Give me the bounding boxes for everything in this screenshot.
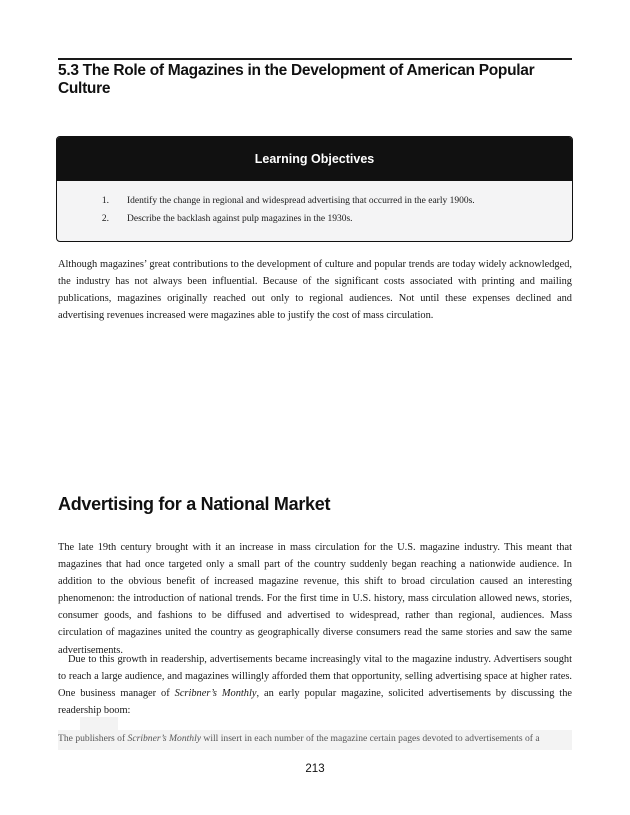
learning-objectives-box [56, 136, 573, 242]
subheading: Advertising for a National Market [58, 494, 331, 514]
learning-objectives-list [57, 181, 572, 228]
list-item-text: Describe the backlash against pulp magazines in the 1930s. [127, 214, 353, 224]
list-item [57, 192, 572, 210]
quote-text: The publishers of [58, 733, 128, 744]
magazine-title: Scribner’s Monthly [127, 733, 202, 744]
paragraph-text: Due to this growth in readership, advertisements became increasingly vital to the magazine industry. Advertisers sought to reach a large audience, and magazines willingly afforded them that opportunity, selling advertising space at higher rates. One business manager of [58, 654, 572, 700]
quote-tab-decoration [80, 717, 118, 731]
magazine-title: Scribner’s Monthly [174, 688, 257, 700]
body-paragraph-2 [58, 651, 572, 719]
intro-paragraph: Although magazines’ great contributions to the development of culture and popular trends are today widely acknowledged, the industry has not always been influential. Because of the significant costs associated with printing and mailing publications, magazines originally reached out only to regional audiences. Not until these expenses declined and advertising revenues increased were magazines able to justify the cost of mass circulation. [58, 259, 572, 322]
list-item-number: 2. [101, 214, 109, 224]
body-paragraph-1: The late 19th century brought with it an increase in mass circulation for the U.S. magazine industry. This meant that magazines that had once targeted only a small part of the country suddenly began reaching a nationwide audience. In addition to the obvious benefit of increased magazine revenue, this shift to broad circulation caused an interesting phenomenon: the introduction of national trends. For the first time in U.S. history, mass circulation allowed news, stories, consumer goods, and fashions to be diffused and advertised to widespread, rather than regional, audiences. Mass circulation of magazines united the country as geographically diverse consumers read the same stories and saw the same advertisements. [58, 542, 572, 656]
learning-objectives-heading: Learning Objectives [57, 137, 572, 181]
section-title: 5.3 The Role of Magazines in the Development of American Popular Culture [58, 62, 535, 97]
list-item-number: 1. [101, 196, 109, 206]
quote-text: will insert in each number of the magazine certain pages devoted to advertisements of a [201, 733, 540, 744]
paragraph-text: , an early popular magazine, solicited advertisements by discussing the readership boom: [58, 688, 573, 717]
blockquote [58, 732, 578, 746]
list-item [57, 210, 572, 228]
section-top-rule [58, 58, 572, 60]
list-item-text: Identify the change in regional and widespread advertising that occurred in the early 1900s. [127, 196, 475, 206]
page-number: 213 [305, 763, 325, 775]
